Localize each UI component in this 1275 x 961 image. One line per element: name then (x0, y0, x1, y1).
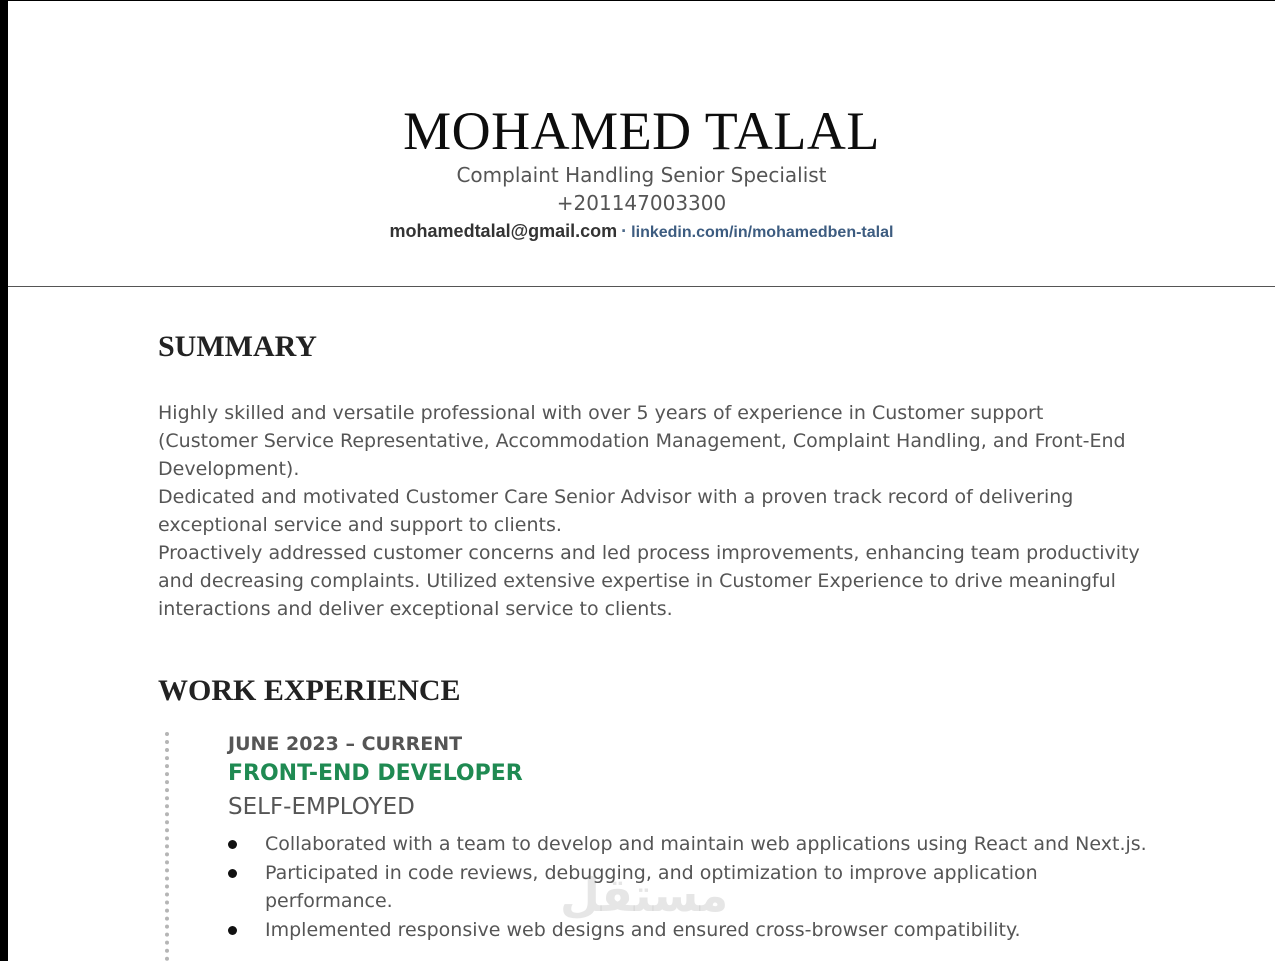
job-role: FRONT-END DEVELOPER (228, 761, 523, 786)
summary-heading: SUMMARY (158, 330, 317, 363)
list-item (228, 830, 1148, 858)
bullet-icon (228, 840, 237, 849)
bullet-text: Implemented responsive web designs and ensured cross-browser compatibility. (265, 919, 1021, 941)
viewer-left-edge (0, 0, 8, 961)
bullet-icon (228, 926, 237, 935)
bullet-icon (228, 869, 237, 878)
contact-separator: · (621, 221, 628, 241)
job-dates: JUNE 2023 – CURRENT (228, 733, 463, 755)
contact-line (8, 221, 1275, 242)
phone-number: +201147003300 (556, 191, 727, 215)
job-company: SELF-EMPLOYED (228, 794, 415, 820)
work-experience-heading: WORK EXPERIENCE (158, 674, 461, 707)
candidate-name: MOHAMED TALAL (403, 101, 880, 161)
watermark-logo: مستقل (560, 868, 729, 922)
bullet-text: Participated in code reviews, debugging, and optimization to improve application performance. (265, 862, 1038, 912)
linkedin-link[interactable]: linkedin.com/in/mohamedben-talal (631, 224, 894, 241)
bullet-text: Collaborated with a team to develop and maintain web applications using React and Next.js. (265, 833, 1147, 855)
header-divider (8, 286, 1275, 287)
candidate-title: Complaint Handling Senior Specialist (456, 163, 827, 187)
summary-paragraph: Highly skilled and versatile professional with over 5 years of experience in Customer support (Customer Service Representative, Accommodation Management, Complaint Handling, and Front-End Development). Dedicated and motivated Customer Care Senior Advisor with a proven track record of delivering exceptional service and support to clients. Proactively addressed customer concerns and led process improvements, enhancing team productivity and decreasing complaints. Utilized extensive expertise in Customer Experience to drive meaningful interactions and deliver exceptional service to clients. (158, 402, 1140, 620)
email-link[interactable]: mohamedtalal@gmail.com (389, 221, 618, 241)
page-top-edge (0, 0, 1275, 1)
timeline-dotted-line (165, 732, 169, 961)
